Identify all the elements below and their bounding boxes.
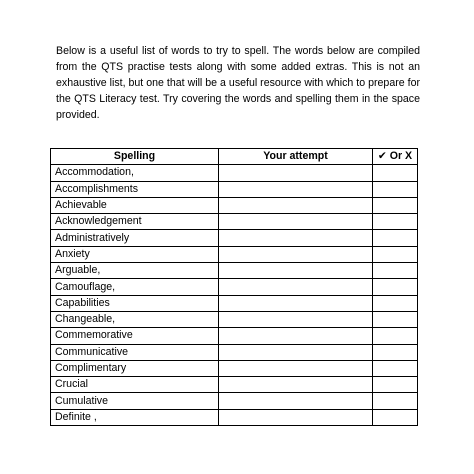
- tick-or-x-cell[interactable]: [373, 360, 418, 376]
- spelling-word-cell: Capabilities: [51, 295, 219, 311]
- attempt-cell[interactable]: [219, 279, 373, 295]
- table-row: [51, 328, 418, 344]
- spelling-word-cell: Communicative: [51, 344, 219, 360]
- attempt-cell[interactable]: [219, 214, 373, 230]
- attempt-cell[interactable]: [219, 165, 373, 181]
- tick-or-x-cell[interactable]: [373, 328, 418, 344]
- spelling-word-cell: Crucial: [51, 377, 219, 393]
- table-row: [51, 360, 418, 376]
- spelling-word-cell: Cumulative: [51, 393, 219, 409]
- header-tick-or-x: ✔ Or X: [373, 149, 418, 165]
- attempt-cell[interactable]: [219, 181, 373, 197]
- attempt-cell[interactable]: [219, 230, 373, 246]
- table-row: [51, 214, 418, 230]
- spelling-word-cell: Anxiety: [51, 246, 219, 262]
- attempt-cell[interactable]: [219, 393, 373, 409]
- spelling-word-cell: Changeable,: [51, 311, 219, 327]
- spelling-word-cell: Acknowledgement: [51, 214, 219, 230]
- spelling-word-cell: Accommodation,: [51, 165, 219, 181]
- tick-or-x-cell[interactable]: [373, 165, 418, 181]
- attempt-cell[interactable]: [219, 409, 373, 425]
- tick-or-x-cell[interactable]: [373, 230, 418, 246]
- table-row: [51, 165, 418, 181]
- table-row: [51, 311, 418, 327]
- table-row: [51, 295, 418, 311]
- tick-or-x-cell[interactable]: [373, 344, 418, 360]
- tick-or-x-cell[interactable]: [373, 181, 418, 197]
- spelling-word-cell: Accomplishments: [51, 181, 219, 197]
- tick-or-x-cell[interactable]: [373, 311, 418, 327]
- table-row: [51, 377, 418, 393]
- tick-or-x-cell[interactable]: [373, 295, 418, 311]
- intro-paragraph: Below is a useful list of words to try to spell. The words below are compiled from the QTS practise tests along with some added extras. This is not an exhaustive list, but one that will be a useful resource with which to prepare for the QTS Literacy test. Try covering the words and spelling them in the space provided.: [56, 45, 420, 121]
- tick-or-x-cell[interactable]: [373, 214, 418, 230]
- attempt-cell[interactable]: [219, 295, 373, 311]
- tick-or-x-cell[interactable]: [373, 197, 418, 213]
- spelling-table: [50, 148, 418, 426]
- tick-or-x-cell[interactable]: [373, 246, 418, 262]
- spelling-word-cell: Achievable: [51, 197, 219, 213]
- spelling-word-cell: Administratively: [51, 230, 219, 246]
- attempt-cell[interactable]: [219, 344, 373, 360]
- tick-or-x-cell[interactable]: [373, 393, 418, 409]
- spelling-word-cell: Arguable,: [51, 263, 219, 279]
- attempt-cell[interactable]: [219, 263, 373, 279]
- spelling-word-cell: Definite ,: [51, 409, 219, 425]
- attempt-cell[interactable]: [219, 360, 373, 376]
- table-row: [51, 181, 418, 197]
- table-row: [51, 246, 418, 262]
- header-spelling: Spelling: [51, 149, 219, 165]
- table-header-row: [51, 149, 418, 165]
- spelling-word-cell: Commemorative: [51, 328, 219, 344]
- table-row: [51, 197, 418, 213]
- attempt-cell[interactable]: [219, 197, 373, 213]
- header-your-attempt: Your attempt: [219, 149, 373, 165]
- tick-or-x-cell[interactable]: [373, 377, 418, 393]
- spelling-word-cell: Complimentary: [51, 360, 219, 376]
- attempt-cell[interactable]: [219, 328, 373, 344]
- table-row: [51, 409, 418, 425]
- table-row: [51, 393, 418, 409]
- tick-or-x-cell[interactable]: [373, 279, 418, 295]
- attempt-cell[interactable]: [219, 377, 373, 393]
- spelling-word-cell: Camouflage,: [51, 279, 219, 295]
- table-row: [51, 263, 418, 279]
- table-row: [51, 230, 418, 246]
- attempt-cell[interactable]: [219, 311, 373, 327]
- tick-or-x-cell[interactable]: [373, 409, 418, 425]
- table-row: [51, 344, 418, 360]
- spelling-table-container: [50, 148, 417, 426]
- tick-or-x-cell[interactable]: [373, 263, 418, 279]
- table-row: [51, 279, 418, 295]
- attempt-cell[interactable]: [219, 246, 373, 262]
